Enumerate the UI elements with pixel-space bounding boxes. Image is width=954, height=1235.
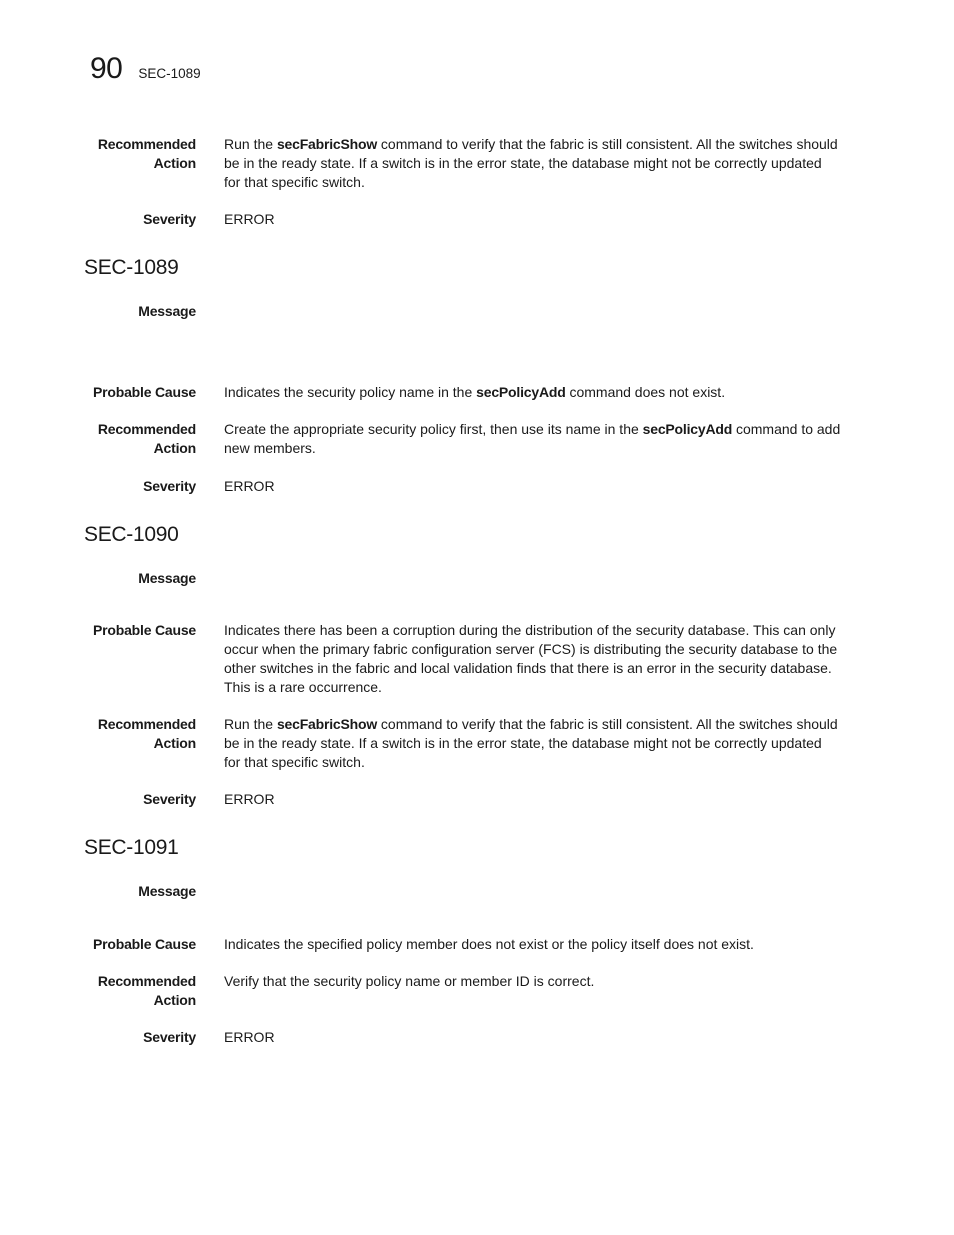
text-line: This is a rare occurrence. [224, 679, 382, 695]
label-line: Action [153, 155, 196, 171]
probable-cause-label: Probable Cause [92, 936, 196, 952]
label-line: Action [153, 735, 196, 751]
recommended-action-text [224, 715, 872, 772]
running-title: SEC-1089 [138, 66, 201, 81]
probable-cause-label: Probable Cause [92, 622, 196, 638]
text-line: be in the ready state. If a switch is in the error state, the database might not be correctly updated [224, 155, 822, 171]
severity-value: ERROR [224, 1029, 275, 1045]
text-line: Create the appropriate security policy first, then use its name in the secPolicyAdd command to add [224, 421, 841, 437]
command-name: secFabricShow [276, 136, 378, 152]
severity-value: ERROR [224, 478, 275, 494]
text-line: occur when the primary fabric configuration server (FCS) is distributing the security database to the [224, 641, 838, 657]
recommended-action-label [98, 972, 196, 1010]
text-line: be in the ready state. If a switch is in the error state, the database might not be correctly updated [224, 735, 822, 751]
probable-cause-label: Probable Cause [92, 384, 196, 400]
recommended-action-text [224, 135, 872, 192]
text-line: for that specific switch. [224, 754, 365, 770]
probable-cause-text: Indicates the security policy name in the secPolicyAdd command does not exist. [224, 384, 726, 400]
recommended-action-label [98, 135, 196, 173]
label-line: Action [153, 992, 196, 1008]
text-line: other switches in the fabric and local validation finds that there is an error in the security database. [224, 660, 832, 676]
section-title-sec-1090: SEC-1090 [84, 523, 179, 546]
label-line: Action [153, 440, 196, 456]
recommended-action-label [98, 715, 196, 753]
section-title-sec-1089: SEC-1089 [84, 256, 179, 279]
recommended-action-text [224, 420, 872, 458]
command-name: secFabricShow [276, 716, 378, 732]
text-line: Run the secFabricShow command to verify that the fabric is still consistent. All the switches should [224, 136, 838, 152]
message-label: Message [138, 570, 196, 586]
message-label: Message [138, 883, 196, 899]
section-title-sec-1091: SEC-1091 [84, 836, 179, 859]
severity-value: ERROR [224, 791, 275, 807]
severity-label: Severity [143, 791, 196, 807]
text-line: Indicates there has been a corruption during the distribution of the security database. This can only [224, 622, 836, 638]
recommended-action-text: Verify that the security policy name or member ID is correct. [224, 973, 595, 989]
severity-value: ERROR [224, 211, 275, 227]
severity-label: Severity [143, 478, 196, 494]
label-line: Recommended [97, 716, 196, 732]
severity-label: Severity [143, 211, 196, 227]
recommended-action-label [98, 420, 196, 458]
label-line: Recommended [97, 136, 196, 152]
label-line: Recommended [97, 421, 196, 437]
command-name: secPolicyAdd [476, 384, 566, 400]
command-name: secPolicyAdd [642, 421, 733, 437]
page-header [90, 52, 201, 86]
text-line: new members. [224, 440, 316, 456]
text-line: for that specific switch. [224, 174, 365, 190]
probable-cause-text: Indicates the specified policy member does not exist or the policy itself does not exist. [224, 936, 754, 952]
text-line: Run the secFabricShow command to verify that the fabric is still consistent. All the switches should [224, 716, 838, 732]
severity-label: Severity [143, 1029, 196, 1045]
message-label: Message [138, 303, 196, 319]
probable-cause-text [224, 621, 872, 697]
page-number: 90 [90, 52, 123, 85]
label-line: Recommended [97, 973, 196, 989]
